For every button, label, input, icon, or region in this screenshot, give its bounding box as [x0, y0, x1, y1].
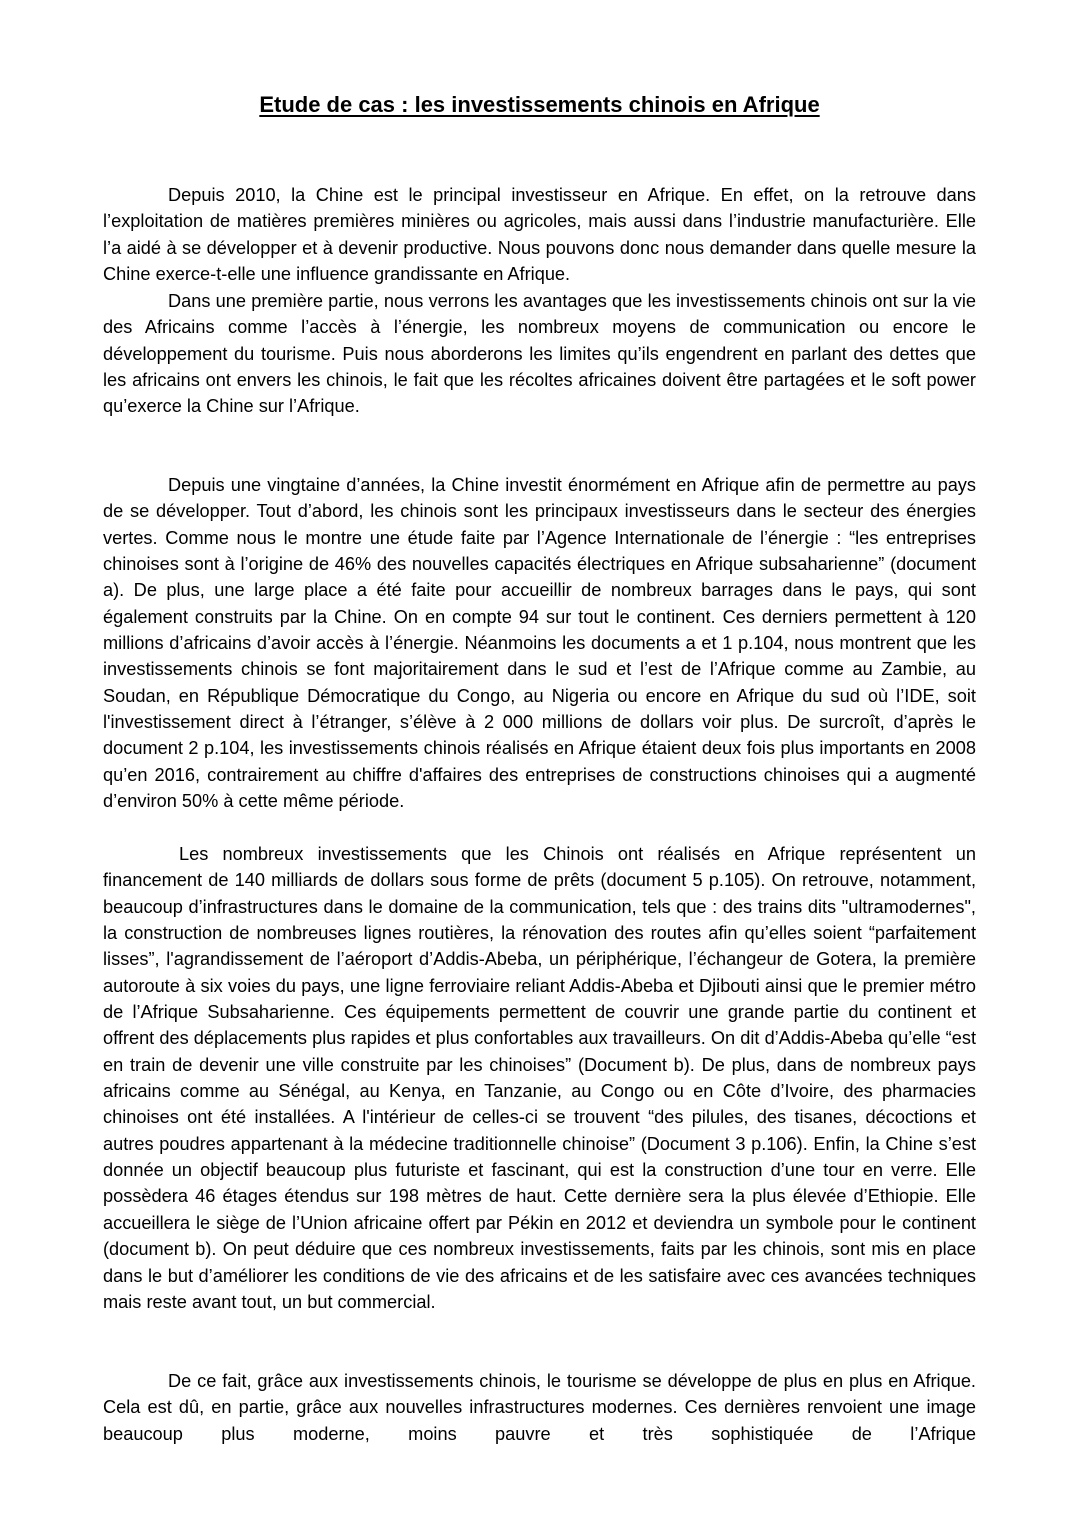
paragraph-infrastructure: Les nombreux investissements que les Chinois ont réalisés en Afrique représentent un financement de 140 milliards de dollars sous forme de prêts (document 5 p.105). On retrouve, notamment, beaucoup d’infrastructures dans le domaine de la communication, tels que : des trains dits "ultramodernes", la construction de nombreuses lignes routières, la rénovation des routes afin qu’elles soient “parfaitement lisses”, l'agrandissement de l’aéroport d’Addis-Abeba, un périphérique, l’échangeur de Gotera, la première autoroute à six voies du pays, une ligne ferroviaire reliant Addis-Abeba et Djibouti ainsi que le premier métro de l’Afrique Subsaharienne. Ces équipements permettent de couvrir une grande partie du continent et offrent des déplacements plus rapides et plus confortables aux travailleurs. On dit d’Addis-Abeba qu’elle “est en train de devenir une ville construite par les chinoises” (Document b). De plus, dans de nombreux pays africains comme au Sénégal, au Kenya, en Tanzanie, au Congo ou en Côte d’Ivoire, des pharmacies chinoises ont été installées. A l'intérieur de celles-ci se trouvent “des pilules, des tisanes, décoctions et autres poudres appartenant à la médecine traditionnelle chinoise” (Document 3 p.106). Enfin, la Chine s’est donnée un objectif beaucoup plus futuriste et fascinant, qui est la construction d’une tour en verre. Elle possèdera 46 étages étendus sur 198 mètres de haut. Cette dernière sera la plus élevée d’Ethiopie. Elle accueillera le siège de l’Union africaine offert par Pékin en 2012 et deviendra un symbole pour le continent (document b). On peut déduire que ces nombreux investissements, faits par les chinois, sont mis en place dans le but d’améliorer les conditions de vie des africains et de les satisfaire avec ces avancées techniques mais reste avant tout, un but commercial.	[103, 844, 976, 1312]
paragraph-energy: Depuis une vingtaine d’années, la Chine investit énormément en Afrique afin de permettre au pays de se développer. Tout d’abord, les chinois sont les principaux investisseurs dans le secteur des énergies vertes. Comme nous le montre une étude faite par l’Agence Internationale de l’énergie : “les entreprises chinoises sont à l’origine de 46% des nouvelles capacités électriques en Afrique subsaharienne” (document a). De plus, une large place a été faite pour accueillir de nombreux barrages dans le pays, qui sont également construits par la Chine. On en compte 94 sur tout le continent. Ces derniers permettent à 120 millions d’africains d’avoir accès à l’énergie. Néanmoins les documents a et 1 p.104, nous montrent que les investissements chinois se font majoritairement dans le sud et l’est de l’Afrique comme au Zambie, au Soudan, en République Démocratique du Congo, au Nigeria ou encore en Afrique du sud où l’IDE, soit l'investissement direct à l’étranger, s’élève à 2 000 millions de dollars voir plus. De surcroît, d’après le document 2 p.104, les investissements chinois réalisés en Afrique étaient deux fois plus importants en 2008 qu’en 2016, contrairement au chiffre d'affaires des entreprises de constructions chinoises qui a augmenté d’environ 50% à cette même période.	[103, 475, 976, 812]
paragraph-intro: Depuis 2010, la Chine est le principal investisseur en Afrique. En effet, on la retrouve dans l’exploitation de matières premières minières ou agricoles, mais aussi dans l’industrie manufacturière. Elle l’a aidé à se développer et à devenir productive. Nous pouvons donc nous demander dans quelle mesure la Chine exerce-t-elle une influence grandissante en Afrique.	[103, 185, 976, 285]
document-title: Etude de cas : les investissements chinois en Afrique	[259, 92, 820, 117]
paragraph-plan: Dans une première partie, nous verrons les avantages que les investissements chinois ont sur la vie des Africains comme l’accès à l’énergie, les nombreux moyens de communication ou encore le développement du tourisme. Puis nous aborderons les limites qu’ils engendrent en parlant des dettes que les africains ont envers les chinois, le fait que les récoltes africaines doivent être partagées et le soft power qu’exerce la Chine sur l’Afrique.	[103, 291, 976, 417]
paragraph-tourism: De ce fait, grâce aux investissements chinois, le tourisme se développe de plus en plus en Afrique. Cela est dû, en partie, grâce aux nouvelles infrastructures modernes. Ces dernières renvoient une image beaucoup plus moderne, moins pauvre et très sophistiquée de l’Afrique	[103, 1371, 976, 1444]
